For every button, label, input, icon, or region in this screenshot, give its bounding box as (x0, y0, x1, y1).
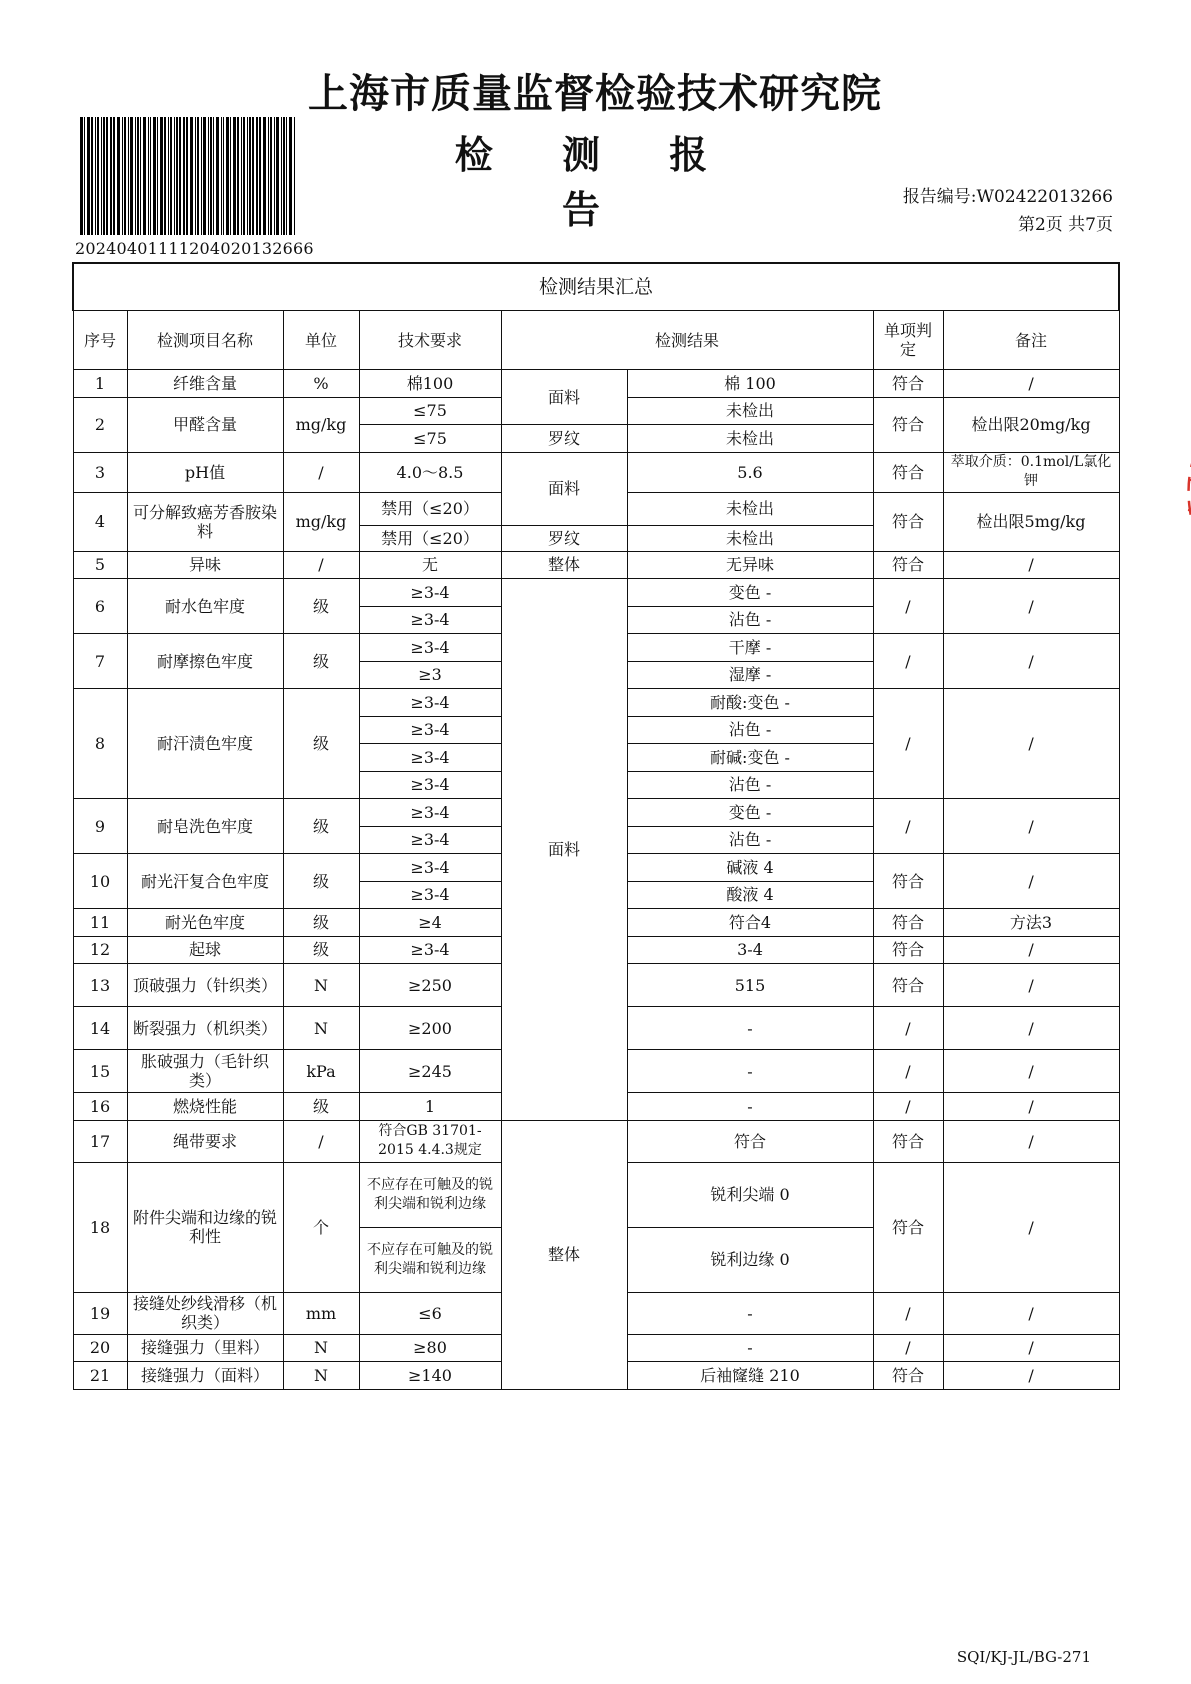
cell-judgement: 符合 (873, 936, 943, 964)
cell-remark: 方法3 (943, 909, 1119, 937)
cell-judgement: 符合 (873, 492, 943, 551)
cell-result: - (627, 1093, 873, 1121)
cell-seq: 15 (73, 1050, 127, 1093)
cell-unit: mg/kg (283, 397, 359, 452)
cell-part: 整体 (501, 551, 627, 579)
cell-remark: / (943, 854, 1119, 909)
cell-remark: / (943, 1120, 1119, 1162)
results-summary-table (72, 262, 1120, 1390)
cell-requirement: 棉100 (359, 370, 501, 398)
cell-unit: 级 (283, 936, 359, 964)
cell-judgement: 符合 (873, 1362, 943, 1390)
table-row (73, 370, 1119, 398)
barcode-bar (135, 117, 136, 235)
cell-unit: 级 (283, 634, 359, 689)
cell-judgement: 符合 (873, 452, 943, 492)
cell-requirement: 符合GB 31701-2015 4.4.3规定 (359, 1120, 501, 1162)
barcode-bar (252, 117, 254, 235)
cell-result: 沾色 - (627, 716, 873, 744)
cell-judgement: 符合 (873, 854, 943, 909)
barcode-bar (270, 117, 272, 235)
red-stamp-seal (1166, 410, 1191, 570)
barcode-bar (157, 117, 158, 235)
cell-judgement: 符合 (873, 1120, 943, 1162)
cell-item: 耐光汗复合色牢度 (127, 854, 283, 909)
cell-unit: N (283, 1362, 359, 1390)
table-row (73, 452, 1119, 492)
cell-seq: 19 (73, 1292, 127, 1334)
barcode-bar (226, 117, 229, 235)
cell-requirement: ≤6 (359, 1292, 501, 1334)
cell-item: 可分解致癌芳香胺染料 (127, 492, 283, 551)
barcode-bar (130, 117, 133, 235)
cell-remark: / (943, 370, 1119, 398)
cell-result: 耐碱:变色 - (627, 744, 873, 772)
cell-remark: / (943, 1162, 1119, 1292)
cell-part: 面料 (501, 579, 627, 1121)
barcode-bar (80, 117, 83, 235)
cell-item: 甲醛含量 (127, 397, 283, 452)
cell-remark: / (943, 689, 1119, 799)
cell-judgement: / (873, 634, 943, 689)
barcode-bar (213, 117, 214, 235)
cell-seq: 16 (73, 1093, 127, 1121)
barcode-bar (249, 117, 251, 235)
cell-remark: 萃取介质：0.1mol/L氯化钾 (943, 452, 1119, 492)
barcode-bar (150, 117, 151, 235)
cell-requirement: ≥3 (359, 661, 501, 689)
barcode-bar (201, 117, 202, 235)
cell-item: 起球 (127, 936, 283, 964)
cell-part: 面料 (501, 452, 627, 525)
cell-item: 异味 (127, 551, 283, 579)
cell-result: 无异味 (627, 551, 873, 579)
cell-item: 耐汗渍色牢度 (127, 689, 283, 799)
cell-unit: kPa (283, 1050, 359, 1093)
barcode-bar (286, 117, 287, 235)
header-unit: 单位 (283, 311, 359, 370)
cell-result: 未检出 (627, 525, 873, 551)
cell-item: 耐光色牢度 (127, 909, 283, 937)
barcode-bar (143, 117, 146, 235)
barcode-bar (283, 117, 285, 235)
cell-result: 未检出 (627, 492, 873, 525)
cell-result: 515 (627, 964, 873, 1007)
cell-unit: N (283, 964, 359, 1007)
barcode-bar (153, 117, 156, 235)
report-number: 报告编号:W02422013266 (902, 187, 1113, 207)
barcode-bar (241, 117, 242, 235)
barcode-bar (233, 117, 236, 235)
cell-item: 燃烧性能 (127, 1093, 283, 1121)
cell-unit: 级 (283, 909, 359, 937)
cell-remark: / (943, 1292, 1119, 1334)
barcode-graphic (80, 117, 298, 235)
cell-judgement: / (873, 579, 943, 634)
cell-requirement: ≥3-4 (359, 771, 501, 799)
cell-seq: 3 (73, 452, 127, 492)
barcode-bar (247, 117, 248, 235)
cell-requirement: ≥3-4 (359, 881, 501, 909)
cell-item: 附件尖端和边缘的锐利性 (127, 1162, 283, 1292)
cell-seq: 7 (73, 634, 127, 689)
barcode-bar (91, 117, 93, 235)
header-judgement: 单项判定 (873, 311, 943, 370)
cell-requirement: ≥3-4 (359, 606, 501, 634)
cell-judgement: / (873, 799, 943, 854)
cell-result: 5.6 (627, 452, 873, 492)
barcode-bar (210, 117, 212, 235)
barcode-bar (183, 117, 185, 235)
cell-remark: / (943, 551, 1119, 579)
cell-item: 耐水色牢度 (127, 579, 283, 634)
cell-judgement: 符合 (873, 909, 943, 937)
barcode-bar (276, 117, 279, 235)
cell-result: 变色 - (627, 579, 873, 607)
cell-item: 胀破强力（毛针织类） (127, 1050, 283, 1093)
cell-seq: 17 (73, 1120, 127, 1162)
barcode-bar (190, 117, 193, 235)
cell-remark: / (943, 1362, 1119, 1390)
barcode-bar (259, 117, 261, 235)
cell-judgement: 符合 (873, 964, 943, 1007)
cell-requirement: ≥200 (359, 1007, 501, 1050)
cell-result: 后袖窿缝 210 (627, 1362, 873, 1390)
cell-requirement: ≤75 (359, 425, 501, 453)
cell-seq: 2 (73, 397, 127, 452)
document-code: SQI/KJ-JL/BG-271 (956, 1648, 1091, 1666)
cell-requirement: 4.0～8.5 (359, 452, 501, 492)
cell-seq: 14 (73, 1007, 127, 1050)
cell-item: 绳带要求 (127, 1120, 283, 1162)
cell-judgement: / (873, 1050, 943, 1093)
cell-requirement: 不应存在可触及的锐利尖端和锐利边缘 (359, 1162, 501, 1227)
page-number: 第2页 共7页 (1017, 215, 1113, 235)
cell-seq: 11 (73, 909, 127, 937)
cell-unit: mg/kg (283, 492, 359, 551)
barcode-bar (281, 117, 282, 235)
cell-remark: 检出限20mg/kg (943, 397, 1119, 452)
barcode-bar (124, 117, 126, 235)
cell-part: 罗纹 (501, 525, 627, 551)
barcode-bar (103, 117, 105, 235)
cell-part: 罗纹 (501, 425, 627, 453)
cell-unit: 个 (283, 1162, 359, 1292)
cell-unit: / (283, 1120, 359, 1162)
cell-requirement: ≥3-4 (359, 744, 501, 772)
cell-result: 沾色 - (627, 771, 873, 799)
cell-requirement: ≥3-4 (359, 854, 501, 882)
cell-remark: / (943, 1050, 1119, 1093)
cell-judgement: 符合 (873, 397, 943, 452)
cell-item: 纤维含量 (127, 370, 283, 398)
cell-item: 接缝强力（面料） (127, 1362, 283, 1390)
table-row (73, 551, 1119, 579)
cell-item: 接缝处纱线滑移（机织类） (127, 1292, 283, 1334)
cell-judgement: / (873, 1093, 943, 1121)
cell-judgement: 符合 (873, 1162, 943, 1292)
cell-requirement: ≥3-4 (359, 799, 501, 827)
barcode-bar (97, 117, 99, 235)
barcode-bar (268, 117, 269, 235)
cell-unit: N (283, 1334, 359, 1362)
cell-unit: 级 (283, 1093, 359, 1121)
cell-requirement: ≥245 (359, 1050, 501, 1093)
barcode-bar (117, 117, 120, 235)
cell-requirement: 不应存在可触及的锐利尖端和锐利边缘 (359, 1227, 501, 1292)
institute-title: 上海市质量监督检验技术研究院 (308, 70, 882, 117)
cell-judgement: / (873, 1007, 943, 1050)
barcode-bar (110, 117, 112, 235)
table-row (73, 579, 1119, 607)
cell-result: 未检出 (627, 397, 873, 425)
cell-judgement: 符合 (873, 551, 943, 579)
barcode-bar (128, 117, 129, 235)
barcode-bar (223, 117, 224, 235)
cell-result: - (627, 1334, 873, 1362)
header-result: 检测结果 (501, 311, 873, 370)
cell-requirement: ≥3-4 (359, 689, 501, 717)
cell-item: 耐摩擦色牢度 (127, 634, 283, 689)
cell-result: 干摩 - (627, 634, 873, 662)
cell-seq: 12 (73, 936, 127, 964)
barcode-bar (168, 117, 169, 235)
cell-seq: 5 (73, 551, 127, 579)
cell-result: 碱液 4 (627, 854, 873, 882)
cell-result: - (627, 1292, 873, 1334)
barcode-bar (179, 117, 181, 235)
cell-remark: / (943, 799, 1119, 854)
cell-result: - (627, 1007, 873, 1050)
header-requirement: 技术要求 (359, 311, 501, 370)
barcode-bar (274, 117, 275, 235)
cell-result: 湿摩 - (627, 661, 873, 689)
barcode-bar (164, 117, 166, 235)
cell-unit: 级 (283, 799, 359, 854)
cell-requirement: ≥80 (359, 1334, 501, 1362)
cell-seq: 10 (73, 854, 127, 909)
barcode-bar (289, 117, 292, 235)
cell-remark: / (943, 936, 1119, 964)
table-row (73, 1120, 1119, 1162)
cell-requirement: 禁用（≤20） (359, 492, 501, 525)
cell-judgement: / (873, 1334, 943, 1362)
cell-result: 符合 (627, 1120, 873, 1162)
cell-unit: 级 (283, 854, 359, 909)
cell-remark: / (943, 1334, 1119, 1362)
cell-seq: 1 (73, 370, 127, 398)
cell-result: 变色 - (627, 799, 873, 827)
barcode-bar (243, 117, 245, 235)
cell-seq: 4 (73, 492, 127, 551)
barcode-number: 20240401111204020132666 (75, 239, 314, 258)
barcode-bar (174, 117, 175, 235)
barcode-bar (203, 117, 206, 235)
barcode-bar (221, 117, 222, 235)
cell-requirement: ≥250 (359, 964, 501, 1007)
cell-result: 沾色 - (627, 606, 873, 634)
barcode-bar (140, 117, 141, 235)
cell-result: 未检出 (627, 425, 873, 453)
barcode-bar (87, 117, 90, 235)
cell-result: 耐酸:变色 - (627, 689, 873, 717)
cell-seq: 18 (73, 1162, 127, 1292)
cell-unit: 级 (283, 579, 359, 634)
barcode-bar (170, 117, 172, 235)
cell-unit: 级 (283, 689, 359, 799)
cell-judgement: / (873, 689, 943, 799)
cell-remark: / (943, 634, 1119, 689)
cell-requirement: ≥3-4 (359, 634, 501, 662)
cell-requirement: ≤75 (359, 397, 501, 425)
barcode-bar (294, 117, 295, 235)
cell-remark: / (943, 1093, 1119, 1121)
barcode-bar (137, 117, 139, 235)
cell-seq: 20 (73, 1334, 127, 1362)
cell-result: 锐利边缘 0 (627, 1227, 873, 1292)
barcode-bar (160, 117, 163, 235)
barcode-bar (176, 117, 178, 235)
barcode-bar (113, 117, 115, 235)
cell-seq: 21 (73, 1362, 127, 1390)
barcode-bar (148, 117, 149, 235)
header-item: 检测项目名称 (127, 311, 283, 370)
cell-requirement: ≥3-4 (359, 716, 501, 744)
barcode-bar (84, 117, 85, 235)
cell-unit: N (283, 1007, 359, 1050)
barcode-bar (195, 117, 196, 235)
barcode-bar (208, 117, 209, 235)
cell-item: 断裂强力（机织类） (127, 1007, 283, 1050)
cell-unit: / (283, 551, 359, 579)
barcode-bar (122, 117, 123, 235)
cell-unit: / (283, 452, 359, 492)
barcode-bar (95, 117, 96, 235)
cell-unit: % (283, 370, 359, 398)
cell-part: 面料 (501, 370, 627, 425)
cell-seq: 6 (73, 579, 127, 634)
cell-requirement: ≥3-4 (359, 826, 501, 854)
cell-result: 沾色 - (627, 826, 873, 854)
barcode-bar (106, 117, 108, 235)
cell-requirement: ≥4 (359, 909, 501, 937)
cell-requirement: ≥140 (359, 1362, 501, 1390)
report-title: 检 测 报 告 (454, 132, 736, 232)
cell-remark: 检出限5mg/kg (943, 492, 1119, 551)
cell-unit: mm (283, 1292, 359, 1334)
cell-item: pH值 (127, 452, 283, 492)
cell-result: - (627, 1050, 873, 1093)
table-caption: 检测结果汇总 (73, 263, 1119, 311)
cell-remark: / (943, 1007, 1119, 1050)
cell-result: 棉 100 (627, 370, 873, 398)
barcode-bar (263, 117, 266, 235)
header-seq: 序号 (73, 311, 127, 370)
cell-requirement: 禁用（≤20） (359, 525, 501, 551)
cell-part: 整体 (501, 1120, 627, 1389)
cell-requirement: ≥3-4 (359, 579, 501, 607)
cell-item: 接缝强力（里料） (127, 1334, 283, 1362)
cell-judgement: 符合 (873, 370, 943, 398)
cell-item: 耐皂洗色牢度 (127, 799, 283, 854)
cell-item: 顶破强力（针织类） (127, 964, 283, 1007)
cell-remark: / (943, 579, 1119, 634)
cell-seq: 9 (73, 799, 127, 854)
cell-result: 符合4 (627, 909, 873, 937)
barcode-bar (230, 117, 231, 235)
cell-requirement: 无 (359, 551, 501, 579)
cell-seq: 8 (73, 689, 127, 799)
cell-judgement: / (873, 1292, 943, 1334)
barcode-bar (237, 117, 239, 235)
cell-remark: / (943, 964, 1119, 1007)
cell-result: 3-4 (627, 936, 873, 964)
cell-requirement: ≥3-4 (359, 936, 501, 964)
cell-seq: 13 (73, 964, 127, 1007)
barcode-bar (256, 117, 258, 235)
barcode-bar (197, 117, 199, 235)
cell-requirement: 1 (359, 1093, 501, 1121)
header-remark: 备注 (943, 311, 1119, 370)
cell-result: 锐利尖端 0 (627, 1162, 873, 1227)
barcode-bar (186, 117, 188, 235)
barcode-bar (216, 117, 219, 235)
cell-result: 酸液 4 (627, 881, 873, 909)
barcode-bar (101, 117, 102, 235)
